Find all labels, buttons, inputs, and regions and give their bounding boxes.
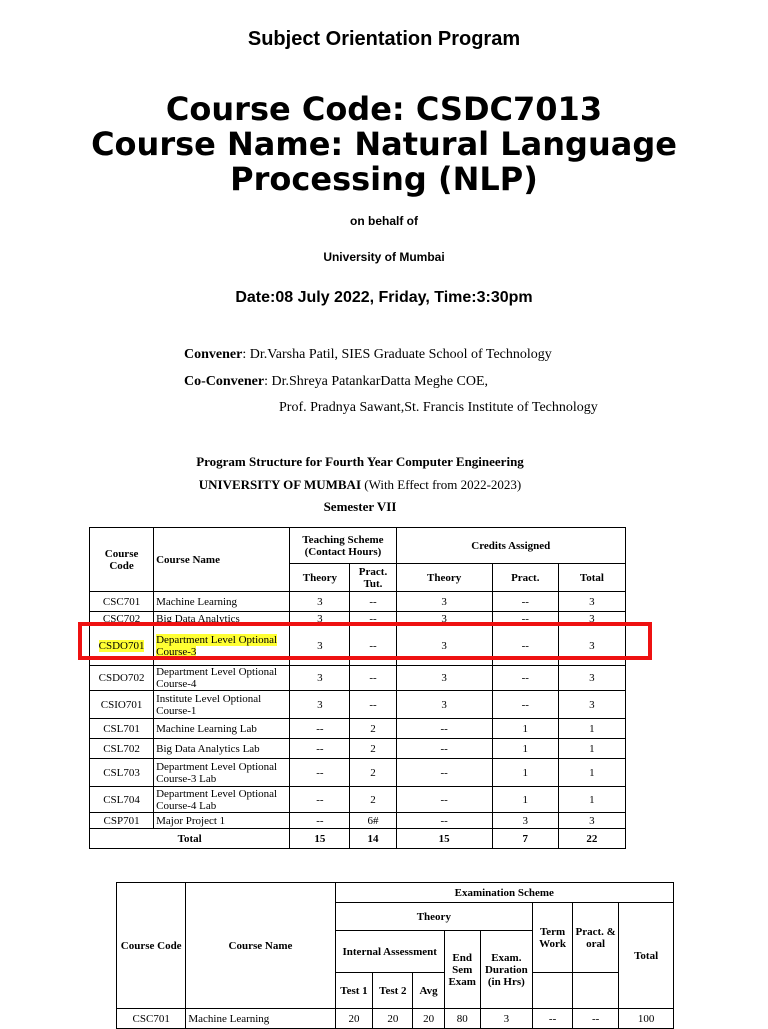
value-cell: -- <box>492 592 558 612</box>
header-pract-tut: Pract. Tut. <box>350 564 396 592</box>
coconvener-line <box>184 374 488 390</box>
value-cell: 1 <box>558 759 625 787</box>
value-cell: 20 <box>335 1009 373 1029</box>
value-cell: 3 <box>396 666 492 691</box>
convener-line <box>184 347 552 363</box>
table-row <box>90 666 626 691</box>
university-text: University of Mumbai <box>323 250 445 264</box>
exam-header-total: Total <box>619 903 674 1009</box>
total-theory-hours: 15 <box>290 829 350 849</box>
value-cell: 3 <box>290 666 350 691</box>
course-code-cell: CSL701 <box>90 719 154 739</box>
highlight-box <box>78 622 652 660</box>
header-teaching-scheme: Teaching Scheme (Contact Hours) <box>290 528 396 564</box>
value-cell: 20 <box>413 1009 445 1029</box>
value-cell: 3 <box>558 592 625 612</box>
on-behalf-text: on behalf of <box>350 214 418 228</box>
total-pract-hours: 14 <box>350 829 396 849</box>
value-cell: 1 <box>492 787 558 813</box>
value-cell: 3 <box>558 612 625 626</box>
value-cell: 100 <box>619 1009 674 1029</box>
value-cell: -- <box>350 691 396 719</box>
course-name-cell: Big Data Analytics <box>154 612 290 626</box>
value-cell: 3 <box>492 813 558 829</box>
table-row <box>117 1009 674 1029</box>
course-code-cell: CSL702 <box>90 739 154 759</box>
exam-header-term-work: Term Work <box>533 903 573 973</box>
exam-header-test1: Test 1 <box>335 973 373 1009</box>
value-cell: -- <box>396 739 492 759</box>
value-cell: 3 <box>558 691 625 719</box>
course-name-cell: Big Data Analytics Lab <box>154 739 290 759</box>
program-university-name: UNIVERSITY OF MUMBAI <box>198 477 361 492</box>
total-theory-credits: 15 <box>396 829 492 849</box>
convener-value: : Dr.Varsha Patil, SIES Graduate School of Technology <box>242 347 552 362</box>
program-effect-text: (With Effect from 2022-2023) <box>361 477 522 492</box>
value-cell: -- <box>396 719 492 739</box>
coconvener-value: : Dr.Shreya PatankarDatta Meghe COE, <box>264 374 489 389</box>
value-cell: -- <box>350 612 396 626</box>
value-cell: 1 <box>558 739 625 759</box>
value-cell: 1 <box>558 787 625 813</box>
highlighted-text: CSDO701 <box>98 639 145 652</box>
exam-header-tw-spacer <box>533 973 573 1009</box>
value-cell: -- <box>290 813 350 829</box>
exam-header-avg: Avg <box>413 973 445 1009</box>
program-structure-title: Program Structure for Fourth Year Computer Engineering <box>196 454 524 469</box>
value-cell: 3 <box>480 1009 533 1029</box>
value-cell: -- <box>290 759 350 787</box>
course-name-cell: Department Level Optional Course-3 Lab <box>154 759 290 787</box>
value-cell: -- <box>396 813 492 829</box>
value-cell: 80 <box>444 1009 480 1029</box>
value-cell: 3 <box>558 813 625 829</box>
value-cell: 3 <box>396 612 492 626</box>
table-row <box>90 739 626 759</box>
course-code-cell: CSP701 <box>90 813 154 829</box>
value-cell: 3 <box>396 626 492 666</box>
value-cell: 1 <box>492 739 558 759</box>
total-label: Total <box>90 829 290 849</box>
value-cell: -- <box>350 626 396 666</box>
total-credits: 22 <box>558 829 625 849</box>
course-name-cell: Department Level Optional Course-4 Lab <box>154 787 290 813</box>
course-name-cell: Major Project 1 <box>154 813 290 829</box>
course-code-cell: CSL703 <box>90 759 154 787</box>
value-cell: -- <box>396 787 492 813</box>
course-name-cell: Institute Level Optional Course-1 <box>154 691 290 719</box>
value-cell: 6# <box>350 813 396 829</box>
convener-label: Convener <box>184 347 243 362</box>
exam-header-po-spacer <box>573 973 619 1009</box>
course-name-heading-line2: Processing (NLP) <box>230 160 538 198</box>
header-credit-theory: Theory <box>396 564 492 592</box>
table-row <box>90 787 626 813</box>
value-cell: -- <box>492 666 558 691</box>
value-cell: 3 <box>290 592 350 612</box>
coconvener-line-2: Prof. Pradnya Sawant,St. Francis Institute of Technology <box>279 400 598 415</box>
course-code-cell: CSC702 <box>90 612 154 626</box>
value-cell: 3 <box>558 666 625 691</box>
header-course-code: Course Code <box>90 528 154 592</box>
program-university-line <box>90 477 630 493</box>
header-theory: Theory <box>290 564 350 592</box>
value-cell: 1 <box>492 719 558 739</box>
course-name-cell: Machine Learning <box>186 1009 335 1029</box>
value-cell: 3 <box>290 612 350 626</box>
value-cell: -- <box>492 691 558 719</box>
exam-header-course-code: Course Code <box>117 883 186 1009</box>
course-name-cell: Machine Learning <box>154 592 290 612</box>
value-cell: 2 <box>350 719 396 739</box>
course-code-cell: CSL704 <box>90 787 154 813</box>
value-cell: 2 <box>350 759 396 787</box>
table-row <box>90 691 626 719</box>
table-row <box>90 719 626 739</box>
header-credit-pract: Pract. <box>492 564 558 592</box>
exam-header-internal: Internal Assessment <box>335 931 444 973</box>
table-row <box>90 592 626 612</box>
value-cell: 2 <box>350 787 396 813</box>
value-cell: -- <box>396 759 492 787</box>
value-cell: -- <box>492 612 558 626</box>
value-cell: 1 <box>492 759 558 787</box>
value-cell: -- <box>350 592 396 612</box>
table-row <box>90 813 626 829</box>
semester-structure-table <box>89 527 626 849</box>
header-credit-total: Total <box>558 564 625 592</box>
value-cell: -- <box>290 739 350 759</box>
value-cell: 3 <box>290 691 350 719</box>
coconvener-label: Co-Convener <box>184 374 265 389</box>
value-cell: -- <box>492 626 558 666</box>
exam-header-pract-oral: Pract. & oral <box>573 903 619 973</box>
exam-header-scheme: Examination Scheme <box>335 883 673 903</box>
course-name-cell: Machine Learning Lab <box>154 719 290 739</box>
examination-scheme-table <box>116 882 674 1029</box>
course-code-cell: CSC701 <box>117 1009 186 1029</box>
header-credits-assigned: Credits Assigned <box>396 528 625 564</box>
value-cell: 3 <box>290 626 350 666</box>
value-cell: -- <box>533 1009 573 1029</box>
value-cell: -- <box>573 1009 619 1029</box>
exam-header-duration: Exam. Duration (in Hrs) <box>480 931 533 1009</box>
value-cell: 3 <box>396 592 492 612</box>
value-cell: 1 <box>558 719 625 739</box>
exam-header-course-name: Course Name <box>186 883 335 1009</box>
date-time-text: Date:08 July 2022, Friday, Time:3:30pm <box>235 289 533 306</box>
course-name-cell: Department Level Optional Course-4 <box>154 666 290 691</box>
table-row <box>90 759 626 787</box>
value-cell: 3 <box>558 626 625 666</box>
value-cell: 2 <box>350 739 396 759</box>
course-code-cell: CSIO701 <box>90 691 154 719</box>
course-code-cell: CSDO702 <box>90 666 154 691</box>
value-cell: 20 <box>373 1009 413 1029</box>
exam-header-test2: Test 2 <box>373 973 413 1009</box>
exam-header-theory: Theory <box>335 903 533 931</box>
value-cell: 3 <box>396 691 492 719</box>
total-pract-credits: 7 <box>492 829 558 849</box>
orientation-title: Subject Orientation Program <box>247 28 521 50</box>
course-code-heading: Course Code: CSDC7013 <box>165 90 603 128</box>
header-course-name: Course Name <box>154 528 290 592</box>
exam-header-end-sem: End Sem Exam <box>444 931 480 1009</box>
value-cell: -- <box>290 719 350 739</box>
semester-title: Semester VII <box>323 499 397 514</box>
highlighted-text: Department Level Optional Course-3 <box>156 633 278 658</box>
value-cell: -- <box>290 787 350 813</box>
value-cell: -- <box>350 666 396 691</box>
course-name-heading: Course Name: Natural Language <box>91 125 677 163</box>
course-code-cell: CSC701 <box>90 592 154 612</box>
